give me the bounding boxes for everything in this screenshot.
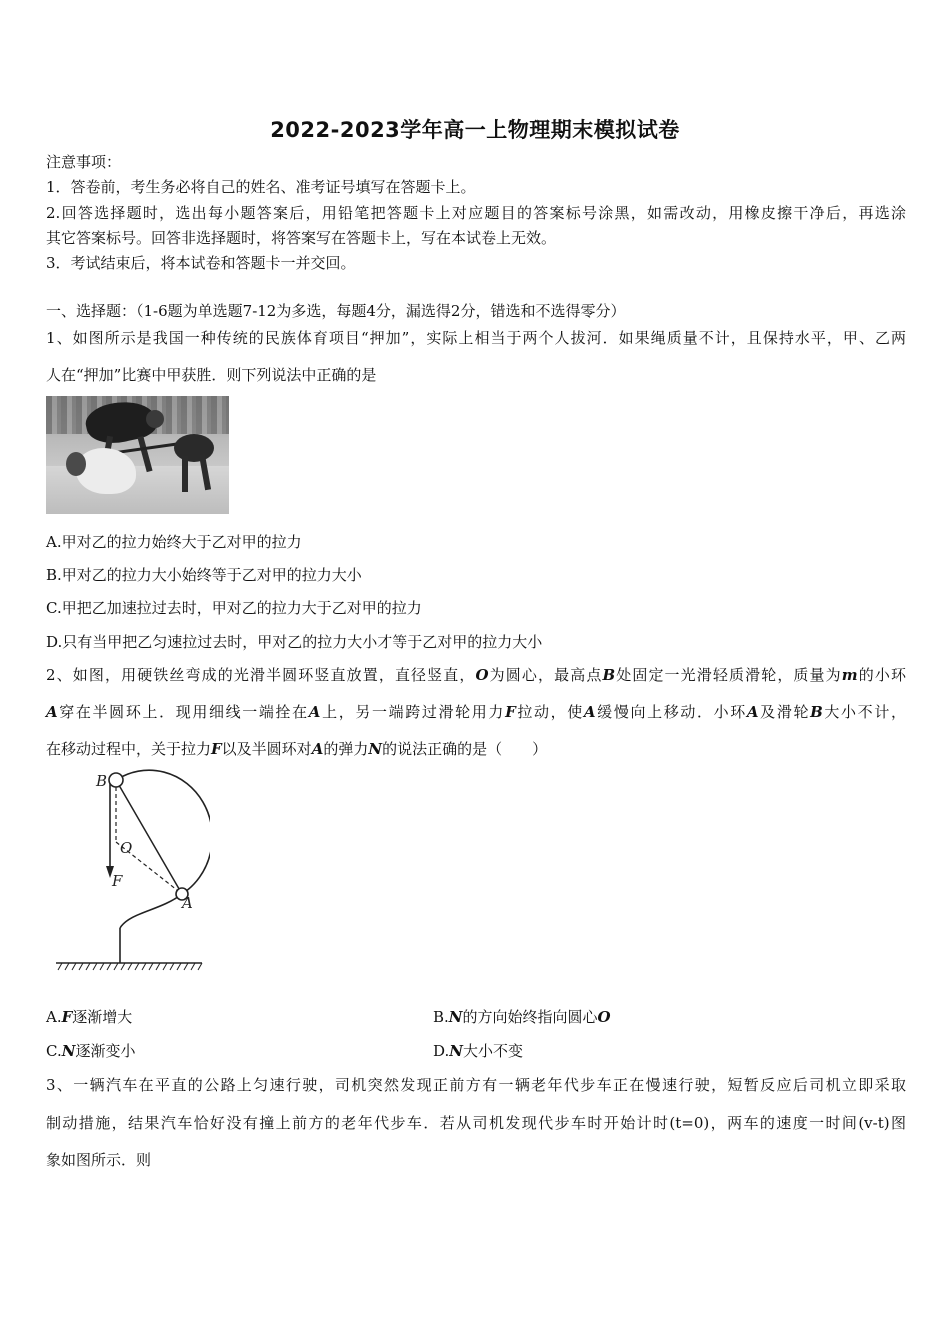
q2-stem-line-2: A穿在半圆环上．现用细线一端拴在A上，另一端跨过滑轮用力F拉动，使A缓慢向上移动．小环A及滑轮B大小不计， xyxy=(46,703,906,721)
q1-option-a: A.甲对乙的拉力始终大于乙对甲的拉力 xyxy=(46,533,302,551)
q2-option-b: B.N的方向始终指向圆心O xyxy=(433,1008,611,1026)
q1-option-b: B.甲对乙的拉力大小始终等于乙对甲的拉力大小 xyxy=(46,566,362,584)
force-f-arrow xyxy=(106,782,114,878)
notice-heading: 注意事项： xyxy=(46,153,122,171)
q2-option-c: C.N逐渐变小 xyxy=(46,1042,136,1060)
section-heading: 一、选择题：（1-6题为单选题7-12为多选，每题4分，漏选得2分，错选和不选得零分） xyxy=(46,302,626,320)
pulley-b xyxy=(109,773,123,787)
ground-hatching xyxy=(56,963,202,970)
q1-stem-line-2: 人在“押加”比赛中甲获胜．则下列说法中正确的是 xyxy=(46,366,377,384)
notice-item-1: 1．答卷前，考生务必将自己的姓名、准考证号填写在答题卡上。 xyxy=(46,178,476,196)
q3-stem-line-2: 制动措施，结果汽车恰好没有撞上前方的老年代步车．若从司机发现代步车时开始计时(t=0)，两车的速度一时间(v-t)图 xyxy=(46,1114,906,1132)
notice-item-2-line-1: 2.回答选择题时，选出每小题答案后，用铅笔把答题卡上对应题目的答案标号涂黑，如需改动，用橡皮擦干净后，再选涂 xyxy=(46,204,906,222)
q2-option-d: D.N大小不变 xyxy=(433,1042,523,1060)
q3-stem-line-1: 3、一辆汽车在平直的公路上匀速行驶，司机突然发现正前方有一辆老年代步车正在慢速行驶，短暂反应后司机立即采取 xyxy=(46,1076,906,1094)
support-stand xyxy=(120,894,182,963)
semicircle-ring xyxy=(116,770,210,894)
q1-stem-line-1: 1、如图所示是我国一种传统的民族体育项目“押加”，实际上相当于两个人拔河．如果绳质量不计，且保持水平，甲、乙两 xyxy=(46,329,906,347)
q1-option-c: C.甲把乙加速拉过去时，甲对乙的拉力大于乙对甲的拉力 xyxy=(46,599,422,617)
string-line xyxy=(116,780,182,894)
label-o: O xyxy=(120,839,133,857)
notice-item-3: 3．考试结束后，将本试卷和答题卡一并交回。 xyxy=(46,254,356,272)
label-b: B xyxy=(96,772,108,790)
q2-semicircle-diagram xyxy=(40,766,210,976)
label-a: A xyxy=(182,894,193,912)
q1-option-d: D.只有当甲把乙匀速拉过去时，甲对乙的拉力大小才等于乙对甲的拉力大小 xyxy=(46,633,543,651)
q3-stem-line-3: 象如图所示．则 xyxy=(46,1151,152,1169)
q2-stem-line-1: 2、如图，用硬铁丝弯成的光滑半圆环竖直放置，直径竖直，O为圆心，最高点B处固定一光滑轻质滑轮，质量为m的小环 xyxy=(46,666,906,684)
q2-option-a: A.F逐渐增大 xyxy=(46,1008,133,1026)
notice-item-2-line-2: 其它答案标号。回答非选择题时，将答案写在答题卡上，写在本试卷上无效。 xyxy=(46,229,557,247)
q1-photo-image xyxy=(46,396,229,514)
page-title: 2022-2023学年高一上物理期末模拟试卷 xyxy=(270,118,680,142)
q2-stem-line-3: 在移动过程中，关于拉力F以及半圆环对A的弹力N的说法正确的是（ ） xyxy=(46,740,548,758)
label-f: F xyxy=(112,872,123,890)
